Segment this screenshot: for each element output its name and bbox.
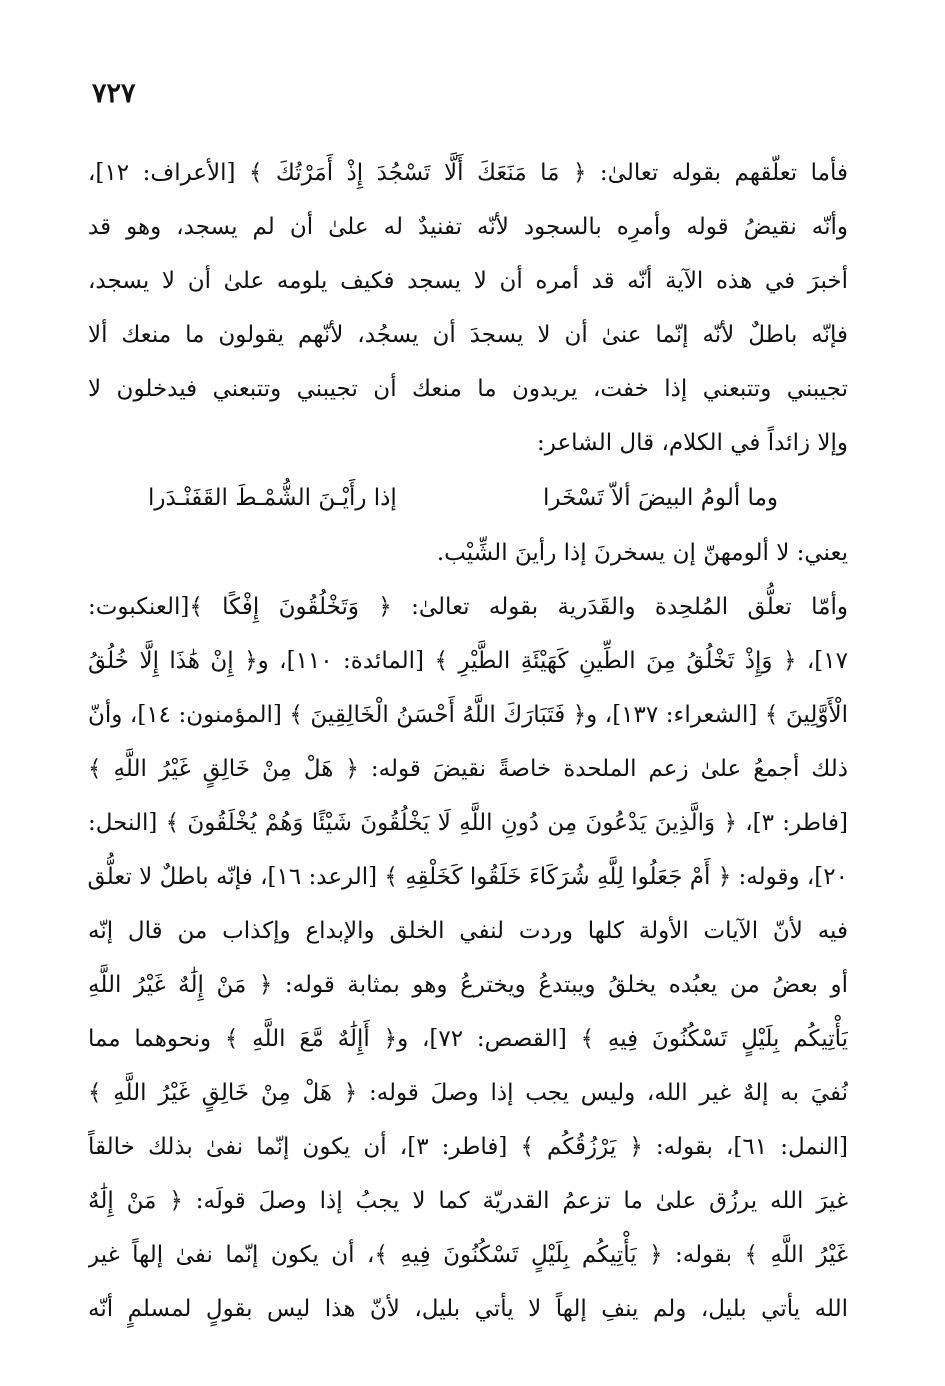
text-line: وأنّه نقيضُ قوله وأمرِه بالسجود لأنّه تفنيدٌ له علىٰ أن لم يسجد، وهو قد [88, 214, 848, 240]
text-line: [النمل: ٦١]، بقوله: ﴿ يَرْزُقُكُم ﴾ [فاطر: ٣]، أن يكون إنّما نفىٰ بذلك خالقاً [88, 1134, 848, 1160]
text-line: [فاطر: ٣]، ﴿ وَالَّذِينَ يَدْعُونَ مِن دُونِ اللَّهِ لَا يَخْلُقُونَ شَيْئًا وَهُمْ يُخْلَقُونَ ﴾ [النحل: [88, 810, 848, 836]
text-line: ٢٠]، وقوله: ﴿ أَمْ جَعَلُوا لِلَّهِ شُرَكَاءَ خَلَقُوا كَخَلْقِهِ ﴾ [الرعد: ١٦]، فإنّه باطلٌ لا تعلُّق [88, 864, 848, 890]
text-line: الْأَوَّلِينَ ﴾ [الشعراء: ١٣٧]، و﴿ فَتَبَارَكَ اللَّهُ أَحْسَنُ الْخَالِقِينَ ﴾ [المؤمنون: ١٤]، وأنّ [88, 702, 848, 728]
verse-second-hemistich: إذا رأَيْـنَ الشُّمْـطَ القَفَنْـدَرا [148, 485, 397, 511]
text-line: تجيبني وتتبعني إذا خفت، يريدون ما منعك أن تجيبني وتتبعني فيدخلون لا [88, 376, 848, 402]
verse-first-hemistich: وما ألومُ البيضَ ألاّ تَسْخَرا [542, 485, 778, 511]
text-line: يَأْتِيكُم بِلَيْلٍ تَسْكُنُونَ فِيهِ ﴾ [القصص: ٧٢]، و﴿ أَإِلَٰهٌ مَّعَ اللَّهِ ﴾ ونحوهما مما [88, 1026, 848, 1052]
text-line: غَيْرُ اللَّهِ ﴾ بقوله: ﴿ يَأْتِيكُم بِلَيْلٍ تَسْكُنُونَ فِيهِ ﴾، أن يكون إنّما نفىٰ إلهاً غير [88, 1242, 848, 1268]
page-number: ٧٢٧ [92, 78, 136, 109]
text-line: غيرَ الله يرزُق علىٰ ما تزعمُ القدريّة كما لا يجبُ إذا وصلَ قولَه: ﴿ مَنْ إِلَٰهٌ [88, 1188, 848, 1214]
text-line: وإلا زائداً في الكلام، قال الشاعر: [537, 430, 848, 456]
text-line: فأما تعلّقهم بقوله تعالىٰ: ﴿ مَا مَنَعَكَ أَلَّا تَسْجُدَ إِذْ أَمَرْتُكَ ﴾ [الأعراف: ١٢]، [88, 160, 848, 186]
text-line: وأمّا تعلُّق المُلحِدة والقَدَرية بقوله تعالىٰ: ﴿ وَتَخْلُقُونَ إِفْكًا ﴾[العنكبوت: [88, 594, 848, 620]
text-line: نُفيَ به إلهٌ غير الله، وليس يجب إذا وصلَ قوله: ﴿ هَلْ مِنْ خَالِقٍ غَيْرُ اللَّهِ ﴾ [88, 1080, 848, 1106]
text-line: أو بعضُ من يعبُده يخلقُ ويبتدعُ ويخترعُ وهو بمثابة قوله: ﴿ مَنْ إِلَٰهٌ غَيْرُ اللَّهِ [88, 972, 848, 998]
text-line: أخبرَ في هذه الآية أنّه قد أمره أن لا يسجد فكيف يلومه علىٰ أن لا يسجد، [88, 268, 848, 294]
poetry-verse [88, 470, 848, 526]
text-line: يعني: لا ألومهنّ إن يسخرنَ إذا رأينَ الشِّيْب. [436, 540, 848, 566]
text-line: فإنّه باطلٌ لأنّه إنّما عنىٰ أن لا يسجدَ أن يسجُد، لأنّهم يقولون ما منعك ألا [88, 322, 848, 348]
body-text [88, 146, 848, 1336]
text-line: الله يأتي بليل، ولم ينفِ إلهاً لا يأتي بليل، لأنّ هذا ليس بقولٍ لمسلمٍ أنّه [88, 1296, 848, 1322]
text-line: فيه لأنّ الآيات الأولة كلها وردت لنفي الخلق والإبداع وإكذاب من قال إنّه [88, 918, 848, 944]
text-line: ١٧]، ﴿ وَإِذْ تَخْلُقُ مِنَ الطِّينِ كَهَيْئَةِ الطَّيْرِ ﴾ [المائدة: ١١٠]، و﴿ إِنْ هَٰذَا إِلَّا خُلُقُ [88, 648, 848, 674]
text-line: ذلك أجمعُ علىٰ زعم الملحدة خاصةً نقيضَ قوله: ﴿ هَلْ مِنْ خَالِقٍ غَيْرُ اللَّهِ ﴾ [88, 756, 848, 782]
